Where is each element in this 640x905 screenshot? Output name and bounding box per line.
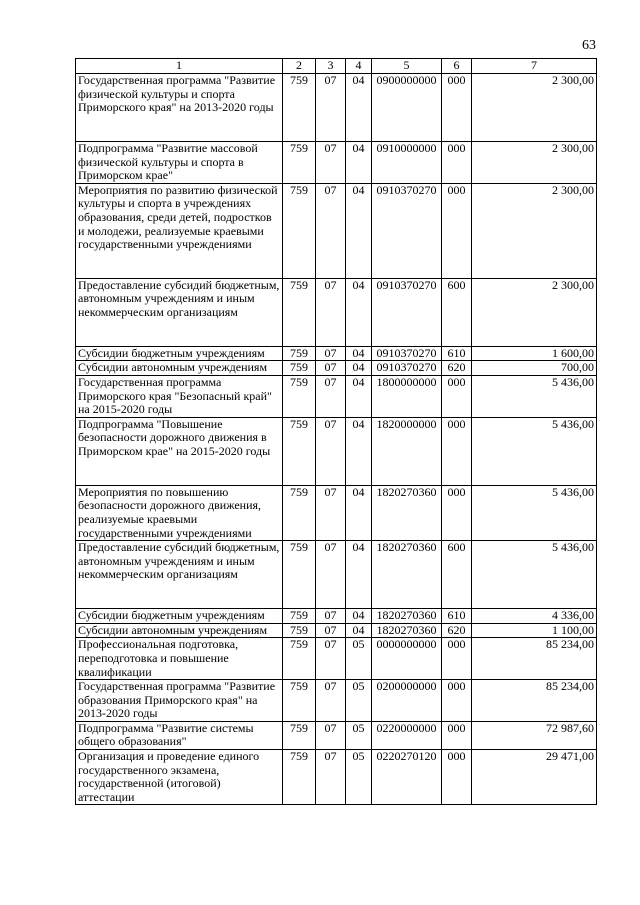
table-row	[76, 721, 597, 749]
row-code-cell: 759	[283, 74, 316, 142]
row-amount-cell: 4 336,00	[472, 609, 597, 624]
row-code-cell: 07	[316, 375, 346, 417]
row-code-cell: 04	[346, 623, 372, 638]
row-code-cell: 000	[442, 680, 472, 722]
row-amount-cell: 5 436,00	[472, 375, 597, 417]
row-code-cell: 759	[283, 638, 316, 680]
row-name-cell: Подпрограмма "Развитие массовой физической культуры и спорта в Приморском крае"	[76, 142, 283, 184]
row-code-cell: 620	[442, 361, 472, 376]
table-row	[76, 278, 597, 346]
row-code-cell: 0910370270	[372, 346, 442, 361]
row-code-cell: 759	[283, 361, 316, 376]
row-amount-cell: 85 234,00	[472, 638, 597, 680]
row-code-cell: 07	[316, 680, 346, 722]
column-header: 3	[316, 59, 346, 74]
row-code-cell: 1800000000	[372, 375, 442, 417]
row-code-cell: 610	[442, 346, 472, 361]
row-code-cell: 1820270360	[372, 609, 442, 624]
row-code-cell: 04	[346, 375, 372, 417]
row-code-cell: 07	[316, 721, 346, 749]
row-code-cell: 04	[346, 278, 372, 346]
row-code-cell: 0200000000	[372, 680, 442, 722]
row-amount-cell: 29 471,00	[472, 750, 597, 805]
row-code-cell: 07	[316, 278, 346, 346]
row-code-cell: 07	[316, 361, 346, 376]
row-code-cell: 07	[316, 417, 346, 485]
row-code-cell: 04	[346, 183, 372, 278]
table-row	[76, 623, 597, 638]
budget-table	[75, 58, 597, 805]
row-code-cell: 1820000000	[372, 417, 442, 485]
table-row	[76, 346, 597, 361]
row-code-cell: 0910370270	[372, 361, 442, 376]
row-code-cell: 04	[346, 346, 372, 361]
column-header: 5	[372, 59, 442, 74]
row-code-cell: 000	[442, 375, 472, 417]
row-amount-cell: 5 436,00	[472, 417, 597, 485]
row-code-cell: 759	[283, 541, 316, 609]
row-name-cell: Организация и проведение единого государственного экзамена, государственной (итоговой) аттестации	[76, 750, 283, 805]
row-name-cell: Подпрограмма "Повышение безопасности дорожного движения в Приморском крае" на 2015-2020 годы	[76, 417, 283, 485]
row-code-cell: 07	[316, 541, 346, 609]
row-code-cell: 04	[346, 541, 372, 609]
row-code-cell: 04	[346, 74, 372, 142]
row-code-cell: 05	[346, 680, 372, 722]
row-name-cell: Государственная программа "Развитие образования Приморского края" на 2013-2020 годы	[76, 680, 283, 722]
row-code-cell: 000	[442, 721, 472, 749]
row-code-cell: 05	[346, 638, 372, 680]
row-code-cell: 07	[316, 609, 346, 624]
table-row	[76, 183, 597, 278]
row-code-cell: 000	[442, 74, 472, 142]
row-name-cell: Государственная программа Приморского края "Безопасный край" на 2015-2020 годы	[76, 375, 283, 417]
row-code-cell: 05	[346, 721, 372, 749]
row-code-cell: 000	[442, 183, 472, 278]
row-code-cell: 759	[283, 278, 316, 346]
row-code-cell: 07	[316, 638, 346, 680]
row-code-cell: 0910370270	[372, 183, 442, 278]
row-code-cell: 759	[283, 375, 316, 417]
row-amount-cell: 2 300,00	[472, 183, 597, 278]
row-code-cell: 04	[346, 361, 372, 376]
row-code-cell: 07	[316, 183, 346, 278]
row-amount-cell: 700,00	[472, 361, 597, 376]
row-amount-cell: 1 600,00	[472, 346, 597, 361]
row-code-cell: 07	[316, 623, 346, 638]
column-header: 7	[472, 59, 597, 74]
row-code-cell: 0220270120	[372, 750, 442, 805]
row-code-cell: 600	[442, 541, 472, 609]
row-code-cell: 07	[316, 346, 346, 361]
row-code-cell: 07	[316, 74, 346, 142]
table-row	[76, 375, 597, 417]
row-code-cell: 1820270360	[372, 623, 442, 638]
row-amount-cell: 2 300,00	[472, 278, 597, 346]
row-code-cell: 759	[283, 142, 316, 184]
row-code-cell: 759	[283, 623, 316, 638]
row-code-cell: 05	[346, 750, 372, 805]
row-code-cell: 04	[346, 417, 372, 485]
row-amount-cell: 5 436,00	[472, 485, 597, 540]
row-code-cell: 0910000000	[372, 142, 442, 184]
row-code-cell: 000	[442, 417, 472, 485]
row-name-cell: Подпрограмма "Развитие системы общего образования"	[76, 721, 283, 749]
row-amount-cell: 1 100,00	[472, 623, 597, 638]
row-name-cell: Субсидии автономным учреждениям	[76, 623, 283, 638]
row-code-cell: 000	[442, 638, 472, 680]
row-code-cell: 1820270360	[372, 485, 442, 540]
row-code-cell: 759	[283, 609, 316, 624]
row-code-cell: 1820270360	[372, 541, 442, 609]
header-row	[76, 59, 597, 74]
row-name-cell: Мероприятия по повышению безопасности дорожного движения, реализуемые краевыми государственными учреждениями	[76, 485, 283, 540]
row-code-cell: 07	[316, 485, 346, 540]
table-row	[76, 74, 597, 142]
row-code-cell: 07	[316, 142, 346, 184]
row-name-cell: Предоставление субсидий бюджетным, автономным учреждениям и иным некоммерческим организациям	[76, 541, 283, 609]
row-amount-cell: 85 234,00	[472, 680, 597, 722]
row-amount-cell: 2 300,00	[472, 74, 597, 142]
table-row	[76, 680, 597, 722]
table-row	[76, 142, 597, 184]
row-code-cell: 759	[283, 680, 316, 722]
row-code-cell: 600	[442, 278, 472, 346]
table-row	[76, 361, 597, 376]
column-header: 2	[283, 59, 316, 74]
row-code-cell: 620	[442, 623, 472, 638]
row-amount-cell: 2 300,00	[472, 142, 597, 184]
table-row	[76, 609, 597, 624]
column-header: 6	[442, 59, 472, 74]
table-row	[76, 485, 597, 540]
row-code-cell: 759	[283, 721, 316, 749]
row-name-cell: Субсидии бюджетным учреждениям	[76, 346, 283, 361]
row-code-cell: 0910370270	[372, 278, 442, 346]
row-code-cell: 0900000000	[372, 74, 442, 142]
table-row	[76, 417, 597, 485]
row-name-cell: Предоставление субсидий бюджетным, автономным учреждениям и иным некоммерческим организациям	[76, 278, 283, 346]
row-code-cell: 759	[283, 417, 316, 485]
row-code-cell: 04	[346, 609, 372, 624]
row-name-cell: Субсидии автономным учреждениям	[76, 361, 283, 376]
row-name-cell: Профессиональная подготовка, переподготовка и повышение квалификации	[76, 638, 283, 680]
row-code-cell: 000	[442, 750, 472, 805]
row-amount-cell: 72 987,60	[472, 721, 597, 749]
row-code-cell: 000	[442, 142, 472, 184]
column-header: 4	[346, 59, 372, 74]
row-name-cell: Государственная программа "Развитие физической культуры и спорта Приморского края" на 2013-2020 годы	[76, 74, 283, 142]
row-code-cell: 000	[442, 485, 472, 540]
row-code-cell: 07	[316, 750, 346, 805]
row-code-cell: 04	[346, 485, 372, 540]
table-row	[76, 638, 597, 680]
table-row	[76, 541, 597, 609]
row-code-cell: 759	[283, 750, 316, 805]
row-code-cell: 04	[346, 142, 372, 184]
row-code-cell: 610	[442, 609, 472, 624]
page-number: 63	[582, 38, 596, 53]
row-code-cell: 0220000000	[372, 721, 442, 749]
table-row	[76, 750, 597, 805]
row-code-cell: 759	[283, 183, 316, 278]
column-header: 1	[76, 59, 283, 74]
row-code-cell: 0000000000	[372, 638, 442, 680]
row-amount-cell: 5 436,00	[472, 541, 597, 609]
row-name-cell: Мероприятия по развитию физической культуры и спорта в учреждениях образования, среди детей, подростков и молодежи, реализуемые краевыми государственными учреждениями	[76, 183, 283, 278]
row-code-cell: 759	[283, 485, 316, 540]
row-code-cell: 759	[283, 346, 316, 361]
row-name-cell: Субсидии бюджетным учреждениям	[76, 609, 283, 624]
